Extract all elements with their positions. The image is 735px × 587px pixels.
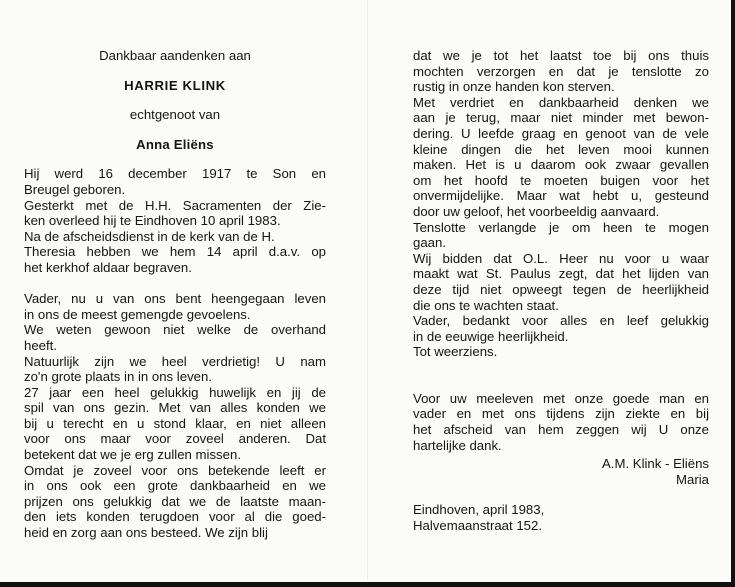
text-line: spil van ons gezin. Met van alles konden we: [24, 400, 326, 416]
text-line: heid en zorg aan ons besteed. We zijn blij: [24, 525, 268, 541]
text-line: Tenslotte verlangde je om heen te mogen: [413, 219, 709, 235]
intro-text: Dankbaar aandenken aan: [99, 48, 251, 63]
text-line: dat we je tot het laatst toe bij ons thuis: [413, 48, 709, 63]
text-line: voor ons maar voor zoveel anderen. Dat: [24, 431, 326, 447]
text-line: maakt wat St. Paulus zegt, dat het lijden van: [413, 266, 709, 282]
right-body-text: [413, 48, 709, 360]
text-line: ken overleed hij te Eindhoven 10 april 1983.: [24, 213, 281, 229]
left-column: [24, 48, 326, 541]
text-line: Theresia hebben we hem 14 april d.a.v. op: [24, 244, 326, 260]
text-line: zo'n grote plaats in in ons leven.: [24, 369, 212, 385]
thanks-text: [413, 391, 709, 453]
spouse-name: Anna Eliëns: [136, 136, 214, 152]
card-edge-bottom: [0, 582, 735, 587]
text-line: in de eeuwige heerlijkheid.: [413, 328, 569, 344]
address-block: [413, 502, 709, 533]
text-line: [24, 276, 326, 292]
text-line: maken. Het is u daarom ook zwaar gevallen: [413, 157, 709, 173]
text-line: Omdat je zoveel voor ons betekende leeft er: [24, 462, 326, 478]
text-line: betekent dat we je erg zullen missen.: [24, 447, 241, 463]
text-line: het kerkhof aldaar begraven.: [24, 259, 192, 275]
text-line: gaan.: [413, 235, 447, 251]
right-column: [413, 48, 709, 453]
text-line: dering. U leefde graag en genoot van de vele: [413, 125, 709, 141]
text-line: aan je terug, maar niet minder met bewon-: [413, 110, 709, 126]
text-line: Voor uw meeleven met onze goede man en: [413, 390, 709, 406]
text-line: Vader, nu u van ons bent heengegaan leven: [24, 291, 326, 307]
text-line: in ons de meest gemengde gevoelens.: [24, 306, 251, 322]
text-line: Vader, bedankt voor alles en leef gelukkig: [413, 313, 709, 329]
text-line: vader en met ons tijdens zijn ziekte en bij: [413, 406, 709, 422]
text-line: hartelijke dank.: [413, 437, 502, 453]
text-line: Na de afscheidsdienst in de kerk van de H.: [24, 228, 275, 244]
card-edge-right: [731, 0, 735, 587]
text-line: bij u terecht en u stond klaar, en niet alleen: [24, 415, 326, 431]
text-line: kleine dingen die het leven mooi kunnen: [413, 141, 709, 157]
spouse-intro: echtgenoot van: [129, 107, 221, 123]
text-line: mochten verzorgen en dat je tenslotte zo: [413, 63, 709, 79]
signature-block: [413, 456, 709, 487]
text-line: rustig in onze handen kon sterven.: [413, 79, 615, 95]
text-line: We weten gewoon niet welke de overhand: [24, 322, 326, 338]
text-line: Met verdriet en dankbaarheid denken we: [413, 94, 709, 110]
text-line: door uw geloof, het voorbeeldig aanvaard.: [413, 203, 660, 219]
text-line: die ons te wachten staat.: [413, 297, 559, 313]
text-line: onvermijdelijke. Maar wat hebt u, gesteund: [413, 188, 709, 204]
text-line: deze tijd niet opweegt tegen de heerlijkheid: [413, 281, 709, 297]
left-body-text: [24, 166, 326, 540]
place-date: Eindhoven, april 1983,: [413, 502, 545, 517]
text-line: om het hoofd te moeten buigen voor het: [413, 172, 709, 188]
street-address: Halvemaanstraat 152.: [413, 517, 543, 533]
text-line: Gesterkt met de H.H. Sacramenten der Zie-: [24, 197, 326, 213]
text-line: prijzen ons gelukkig dat we de laatste maan-: [24, 493, 326, 509]
text-line: Wij bidden dat O.L. Heer nu voor u waar: [413, 250, 709, 266]
text-line: Natuurlijk zijn we heel verdrietig! U nam: [24, 353, 326, 369]
signature-line-2: Maria: [676, 471, 709, 487]
text-line: den iets konden terugdoen voor al die goed-: [24, 509, 326, 525]
text-line: 27 jaar een heel gelukkig huwelijk en jij de: [24, 384, 326, 400]
text-line: in ons ook een grote dankbaarheid en we: [24, 478, 326, 494]
deceased-name: HARRIE KLINK: [124, 77, 226, 93]
text-line: heeft.: [24, 337, 57, 353]
text-line: Hij werd 16 december 1917 te Son en: [24, 166, 326, 182]
text-line: Breugel geboren.: [24, 181, 126, 197]
text-line: Tot weerziens.: [413, 344, 498, 360]
center-fold: [367, 0, 368, 580]
signature-line-1: A.M. Klink - Eliëns: [602, 456, 709, 471]
text-line: het afscheid van hem zeggen wij U onze: [413, 422, 709, 438]
